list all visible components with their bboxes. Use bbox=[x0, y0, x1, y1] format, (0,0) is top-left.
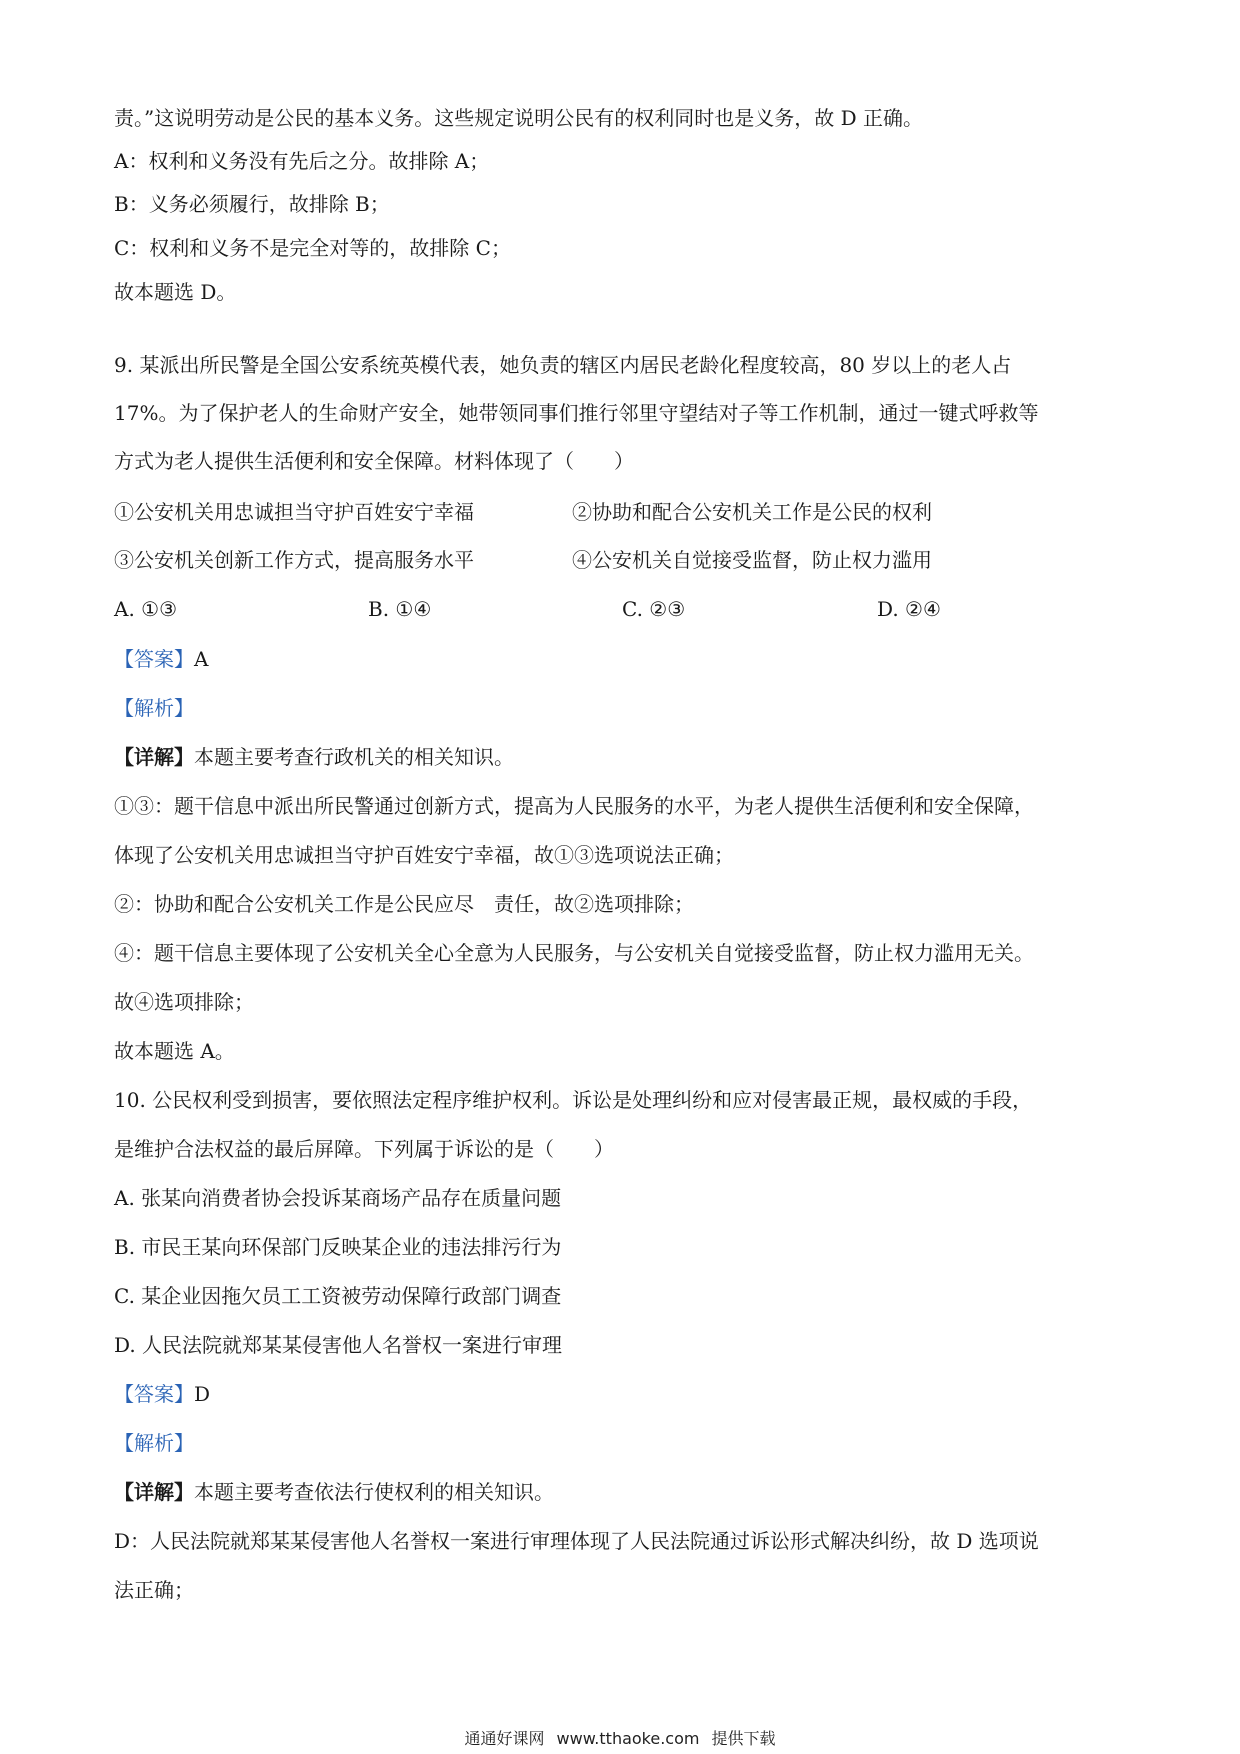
explanation-line: 故本题选 A。 bbox=[114, 1039, 235, 1063]
answer-value: D bbox=[194, 1382, 211, 1406]
footer-note: 提供下载 bbox=[711, 1729, 776, 1748]
text-line: 故本题选 D。 bbox=[114, 280, 237, 304]
detail-line bbox=[114, 743, 514, 771]
question-10-stem: 是维护合法权益的最后屏障。下列属于诉讼的是（ ） bbox=[114, 1137, 614, 1161]
explanation-line: 体现了公安机关用忠诚担当守护百姓安宁幸福，故①③选项说法正确； bbox=[114, 843, 734, 867]
analysis-tag: 【解析】 bbox=[114, 1431, 194, 1455]
answer-line bbox=[114, 1380, 210, 1408]
detail-text: 本题主要考查依法行使权利的相关知识。 bbox=[194, 1480, 554, 1504]
choice-b: B. 市民王某向环保部门反映某企业的违法排污行为 bbox=[114, 1235, 562, 1259]
question-10-stem: 10. 公民权利受到损害，要依照法定程序维护权利。诉讼是处理纠纷和应对侵害最正规，最权威的手段， bbox=[114, 1088, 1033, 1112]
footer-url[interactable]: www.tthaoke.com bbox=[556, 1729, 700, 1748]
explanation-line: D：人民法院就郑某某侵害他人名誉权一案进行审理体现了人民法院通过诉讼形式解决纠纷，故 D 选项说 bbox=[114, 1529, 1039, 1553]
question-9-stem: 9. 某派出所民警是全国公安系统英模代表，她负责的辖区内居民老龄化程度较高，80 岁以上的老人占 bbox=[114, 353, 1012, 377]
question-9-stem: 方式为老人提供生活便利和安全保障。材料体现了（ ） bbox=[114, 449, 634, 473]
analysis-tag: 【解析】 bbox=[114, 696, 194, 720]
detail-tag: 【详解】 bbox=[114, 745, 194, 769]
answer-line bbox=[114, 645, 208, 673]
text-line: A：权利和义务没有先后之分。故排除 A； bbox=[114, 149, 490, 173]
statement-2: ②协助和配合公安机关工作是公民的权利 bbox=[572, 500, 932, 524]
answer-tag: 【答案】 bbox=[114, 647, 194, 671]
detail-tag: 【详解】 bbox=[114, 1480, 194, 1504]
page-footer bbox=[0, 1726, 1240, 1749]
choice-a: A. ①③ bbox=[114, 597, 178, 621]
choice-d: D. 人民法院就郑某某侵害他人名誉权一案进行审理 bbox=[114, 1333, 563, 1357]
text-line: B：义务必须履行，故排除 B； bbox=[114, 192, 390, 216]
text-line: 责。”这说明劳动是公民的基本义务。这些规定说明公民有的权利同时也是义务，故 D 正确。 bbox=[114, 106, 923, 130]
choice-c: C. 某企业因拖欠员工工资被劳动保障行政部门调查 bbox=[114, 1284, 562, 1308]
explanation-line: 法正确； bbox=[114, 1578, 194, 1602]
detail-text: 本题主要考查行政机关的相关知识。 bbox=[194, 745, 514, 769]
answer-value: A bbox=[194, 647, 209, 671]
statement-3: ③公安机关创新工作方式，提高服务水平 bbox=[114, 548, 474, 572]
analysis-line bbox=[114, 694, 194, 722]
footer-site: 通通好课网 bbox=[464, 1729, 545, 1748]
choice-d: D. ②④ bbox=[877, 597, 941, 621]
choice-b: B. ①④ bbox=[368, 597, 432, 621]
explanation-line: ②：协助和配合公安机关工作是公民应尽 责任，故②选项排除； bbox=[114, 892, 694, 916]
analysis-line bbox=[114, 1429, 194, 1457]
choice-c: C. ②③ bbox=[622, 597, 686, 621]
text-line: C：权利和义务不是完全对等的，故排除 C； bbox=[114, 236, 511, 260]
statement-4: ④公安机关自觉接受监督，防止权力滥用 bbox=[572, 548, 932, 572]
answer-tag: 【答案】 bbox=[114, 1382, 194, 1406]
statement-1: ①公安机关用忠诚担当守护百姓安宁幸福 bbox=[114, 500, 474, 524]
explanation-line: 故④选项排除； bbox=[114, 990, 254, 1014]
explanation-line: ④：题干信息主要体现了公安机关全心全意为人民服务，与公安机关自觉接受监督，防止权力滥用无关。 bbox=[114, 941, 1034, 965]
detail-line bbox=[114, 1478, 554, 1506]
choice-a: A. 张某向消费者协会投诉某商场产品存在质量问题 bbox=[114, 1186, 562, 1210]
explanation-line: ①③：题干信息中派出所民警通过创新方式，提高为人民服务的水平，为老人提供生活便利和安全保障， bbox=[114, 794, 1034, 818]
question-9-stem: 17%。为了保护老人的生命财产安全，她带领同事们推行邻里守望结对子等工作机制，通过一键式呼救等 bbox=[114, 401, 1039, 425]
